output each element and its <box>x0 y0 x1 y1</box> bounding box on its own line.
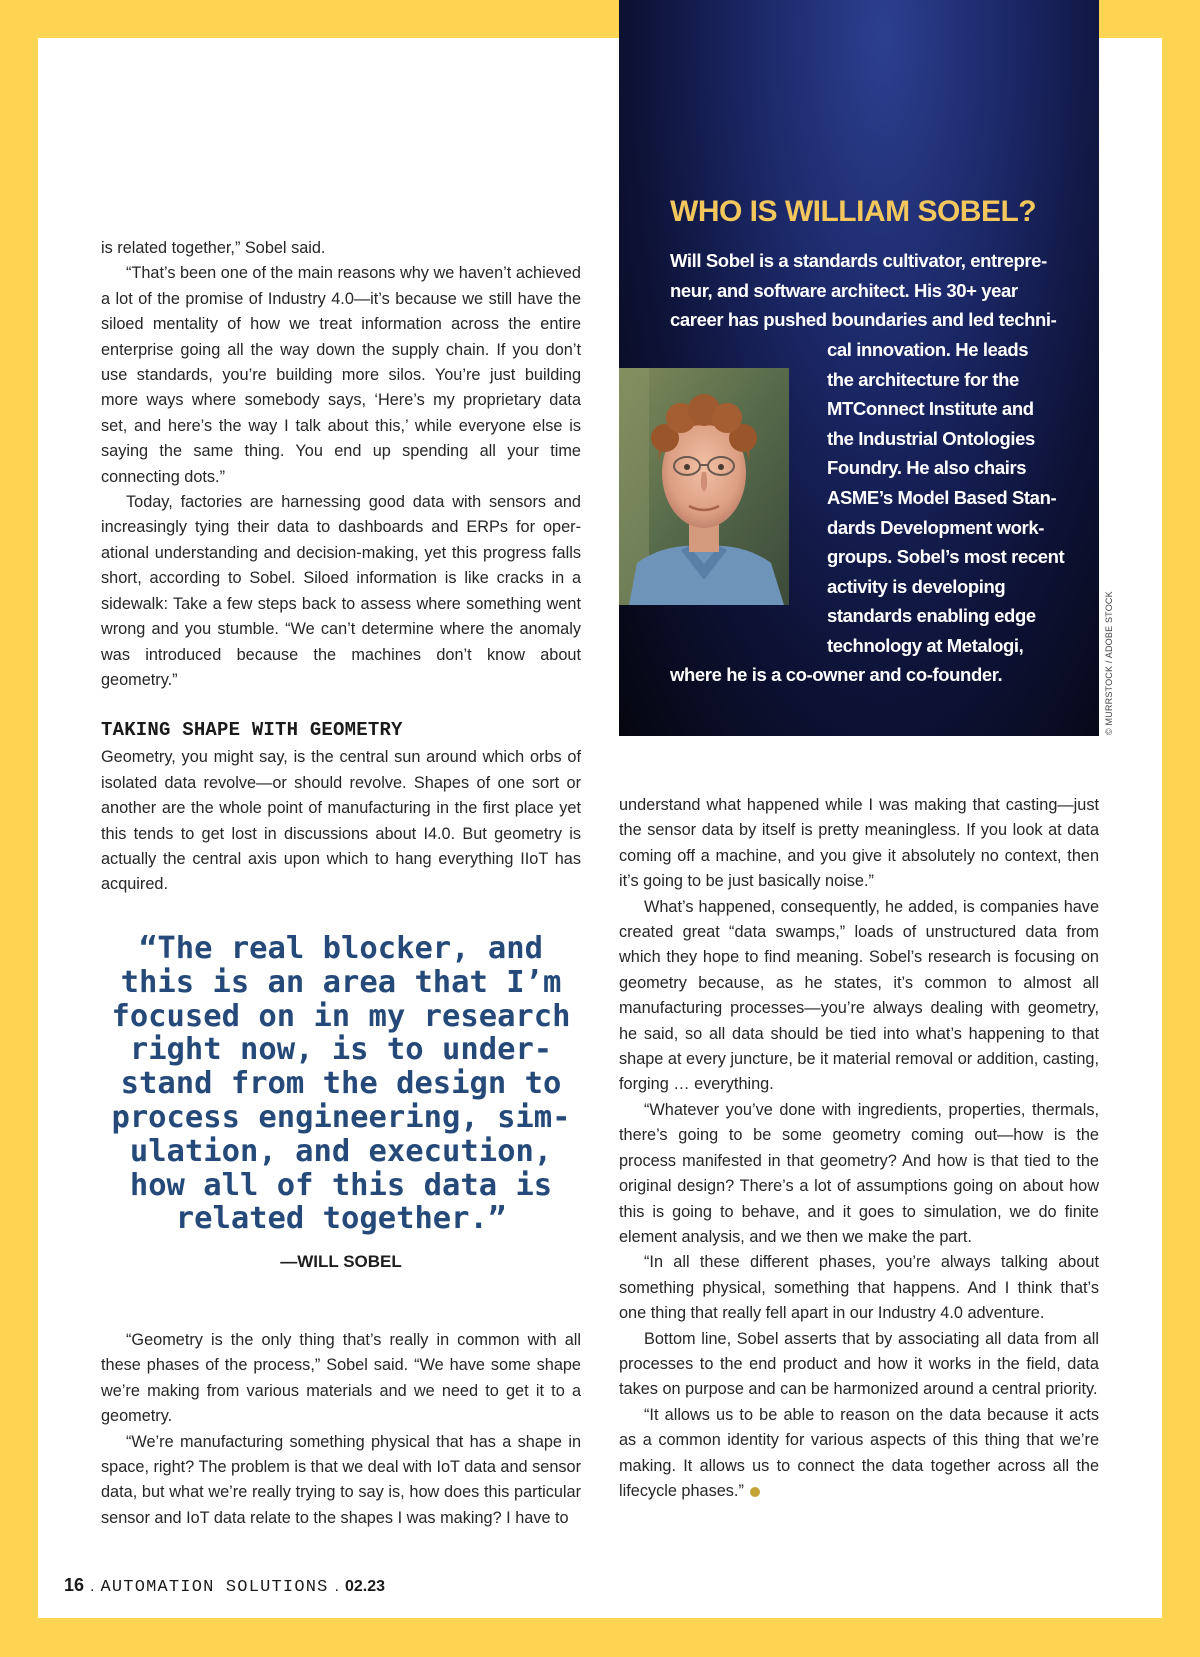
pull-quote-line: right now, is to under- <box>129 1032 553 1068</box>
section-subhead: TAKING SHAPE WITH GEOMETRY <box>101 719 403 742</box>
pull-quote-line: this is an area that I’m <box>120 964 562 1000</box>
sidebar-text-wrap <box>827 335 1087 661</box>
pull-quote-line: focused on in my research <box>111 998 571 1034</box>
bio-sidebar <box>619 0 1099 736</box>
sidebar-line: career has pushed boundaries and led techni- <box>670 309 1057 331</box>
sidebar-title: WHO IS WILLIAM SOBEL? <box>670 195 1037 228</box>
photo-credit-text: © MURRSTOCK / ADOBE STOCK <box>1104 591 1114 735</box>
photo-credit <box>1100 591 1120 735</box>
pull-quote-line: ulation, and execution, <box>129 1133 553 1169</box>
footer-separator: . <box>334 1578 339 1595</box>
sidebar-line: technology at Metalogi, <box>827 634 1024 656</box>
left-column-bottom <box>101 1328 581 1531</box>
sidebar-line: standards enabling edge <box>827 605 1036 627</box>
issue-date: 02.23 <box>344 1578 386 1595</box>
sidebar-line: activity is developing <box>827 575 1006 597</box>
pull-quote-line: process engineering, sim- <box>111 1099 571 1135</box>
sidebar-line: Foundry. He also chairs <box>827 457 1027 479</box>
paragraph: “That’s been one of the main reasons why we haven’t achieved a lot of the promise of Industry 4.0—it’s because we still have the siloed mentality of how we treat information across the entire enterprise going all the way down the supply chain. If you don’t use standards, you’re building more silos. You’re just building more ways where somebody says, ‘Here’s my proprietary data set, and here’s the way I talk about this,’ while everyone else is saying the same thing. You end up spending all your time connecting dots.” <box>101 264 581 486</box>
pull-quote-attribution: —WILL SOBEL <box>280 1252 402 1272</box>
sidebar-line: the architecture for the <box>827 368 1019 390</box>
pull-quote-line: stand from the design to <box>120 1066 562 1102</box>
pull-quote-line: how all of this data is <box>129 1167 553 1203</box>
paragraph: “We’re manufacturing something physical that has a shape in space, right? The problem is that we deal with IoT data and sensor data, but what we’re really trying to say is, how does this particular sensor and IoT data relate to the shapes I was making? I have to <box>101 1432 581 1527</box>
pull-quote <box>100 932 582 1272</box>
paragraph <box>619 1403 1099 1505</box>
sidebar-line: ASME’s Model Based Stan- <box>827 486 1057 508</box>
sidebar-line: cal innovation. He leads <box>827 339 1029 360</box>
sidebar-line: dards Development work- <box>827 516 1044 538</box>
sidebar-text-bottom: where he is a co-owner and co-founder. <box>670 664 1003 685</box>
paragraph: is related together,” Sobel said. <box>101 239 326 257</box>
paragraph-text: “It allows us to be able to reason on the data because it acts as a common identity for various aspects of this thing that we’re making. It allows us to connect the data together across all the lifecycle phases.” <box>619 1405 1099 1500</box>
footer-separator: . <box>90 1578 95 1595</box>
paragraph: “Geometry is the only thing that’s really in common with all these phases of the process,” Sobel said. “We have some shape we’re making from various materials and we need to get it to a geometry. <box>101 1331 581 1426</box>
end-mark-icon <box>750 1487 760 1497</box>
paragraph: What’s happened, consequently, he added, is companies have created great “data swamps,” loads of unstructured data from which they hope to find meaning. Sobel’s research is focusing on geometry because, as he states, it’s common to almost all manufacturing processes—you’re always dealing with geometry, he said, so all data should be tied into what’s happening to that shape at every juncture, be it material removal or addition, casting, forging … everything. <box>619 897 1099 1094</box>
paragraph: “In all these different phases, you’re always talking about something physical, something that happens. And I think that’s one thing that really fell apart in our Industry 4.0 adventure. <box>619 1253 1099 1323</box>
pull-quote-line: related together.” <box>175 1201 507 1237</box>
page-footer <box>64 1575 385 1597</box>
sidebar-line: neur, and software architect. His 30+ year <box>670 279 1018 301</box>
right-column <box>619 793 1099 1504</box>
sidebar-line: Will Sobel is a standards cultivator, entrepre- <box>670 250 1047 271</box>
paragraph: understand what happened while I was making that casting—just the sensor data by itself is pretty meaningless. If you look at data coming off a machine, and you give it absolutely no context, then it’s going to be just basically noise.” <box>619 796 1099 891</box>
portrait-photo <box>619 368 789 605</box>
paragraph: Bottom line, Sobel asserts that by associating all data from all processes to the end product and how it works in the field, data takes on purpose and can be harmonized around a central priority. <box>619 1329 1099 1399</box>
sidebar-line: the Industrial Ontologies <box>827 427 1035 449</box>
pull-quote-line: “The real blocker, and <box>139 931 543 966</box>
portrait-image <box>619 368 789 605</box>
page-number: 16 <box>64 1575 85 1595</box>
magazine-name: AUTOMATION SOLUTIONS <box>100 1578 329 1597</box>
sidebar-text-top <box>670 246 1090 335</box>
sidebar-line: groups. Sobel’s most recent <box>827 546 1065 568</box>
paragraph: Today, factories are harnessing good data with sensors and increasingly tying their data to dashboards and ERPs for operational understanding and decision-making, yet this progress falls short, according to Sobel. Siloed information is like cracks in a sidewalk: Take a few steps back to assess where something went wrong and you stumble. “We can’t determine where the anomaly was introduced because the machines don’t know about geometry.” <box>101 493 581 689</box>
paragraph: “Whatever you’ve done with ingredients, properties, thermals, there’s going to be some geometry coming out—how is the process manifested in that geometry? And how is that tied to the original design? There’s a lot of assumptions going on about how this is going to behave, and it goes to simulation, we do finite element analysis, and we then we make the part. <box>619 1100 1099 1246</box>
paragraph: Geometry, you might say, is the central sun around which orbs of isolated data revolve—or should revolve. Shapes of one sort or another are the whole point of manufacturing in the first place yet this tends to get lost in discussions about I4.0. But geometry is actually the central axis upon which to hang everything IIoT has acquired. <box>101 748 581 894</box>
left-column-top <box>101 236 581 898</box>
sidebar-line: MTConnect Institute and <box>827 398 1034 420</box>
